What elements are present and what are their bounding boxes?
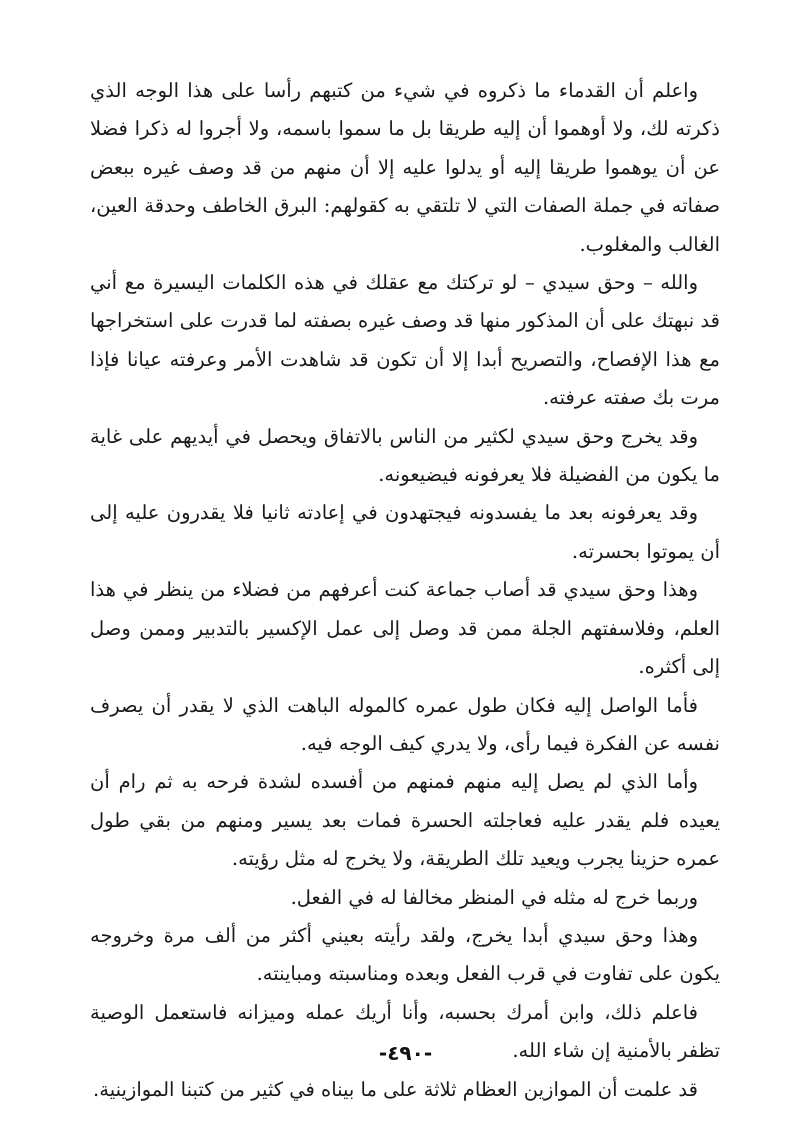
paragraph-2: والله – وحق سيدي – لو تركتك مع عقلك في هذه الكلمات اليسيرة مع أني قد نبهتك على أن المذكور منها قد وصف غيره بصفته لما قدرت على استخراجها مع هذا الإفصاح، والتصريح أبدا إلا أن تكون قد شاهدت الأمر وعرفته عيانا فإذا مرت بك صفته عرفته. bbox=[90, 271, 720, 410]
paragraph-11: قد علمت أن الموازين العظام ثلاثة على ما بيناه في كثير من كتبنا الموازينية. bbox=[93, 1077, 698, 1101]
paragraph-3: وقد يخرج وحق سيدي لكثير من الناس بالاتفاق ويحصل في أيديهم على غاية ما يكون من الفضيلة فلا يعرفونه فيضيعونه. bbox=[90, 424, 720, 487]
paragraph-6: فأما الواصل إليه فكان طول عمره كالموله الباهت الذي لا يقدر أن يصرف نفسه عن الفكرة فيما رأى، ولا يدري كيف الوجه فيه. bbox=[90, 693, 720, 755]
paragraph-5: وهذا وحق سيدي قد أصاب جماعة كنت أعرفهم من فضلاء من ينظر في هذا العلم، وفلاسفتهم الجلة ممن قد وصل إلى عمل الإكسير بالتدبير وممن وصل إلى أكثره. bbox=[90, 578, 720, 679]
paragraph-4: وقد يعرفونه بعد ما يفسدونه فيجتهدون في إعادته ثانيا فلا يقدرون عليه إلى أن يموتوا بحسرته. bbox=[90, 501, 720, 563]
paragraph-1: واعلم أن القدماء ما ذكروه في شيء من كتبهم رأسا على هذا الوجه الذي ذكرته لك، ولا أوهموا أن إليه طريقا بل ما سموا باسمه، ولا أجروا له ذكرا فضلا عن أن يوهموا طريقا إليه أو يدلوا عليه إلا أن منهم من قد وصف غيره ببعض صفاته في جملة الصفات التي لا تلتقي به كقولهم: البرق الخاطف وحدقة العين، الغالب والمغلوب. bbox=[90, 79, 720, 256]
document-body bbox=[90, 72, 720, 1109]
paragraph-9: وهذا وحق سيدي أبدا يخرج، ولقد رأيته بعيني أكثر من ألف مرة وخروجه يكون على تفاوت في قرب الفعل وبعده ومناسبته ومباينته. bbox=[90, 923, 720, 986]
paragraph-8: وربما خرج له مثله في المنظر مخالفا له في الفعل. bbox=[290, 885, 698, 909]
paragraph-7: وأما الذي لم يصل إليه منهم فمنهم من أفسده لشدة فرحه به ثم رام أن يعيده فلم يقدر عليه فعاجلته الحسرة فمات بعد يسير ومنهم من بقي طول عمره حزينا يجرب ويعيد تلك الطريقة، ولا يخرج له مثل رؤيته. bbox=[90, 770, 720, 871]
page-number: -٤٩٠- bbox=[378, 1041, 433, 1065]
paragraph-10: فاعلم ذلك، وابن أمرك بحسبه، وأنا أريك عمله وميزانه فاستعمل الوصية تظفر بالأمنية إن شاء الله. bbox=[90, 1000, 720, 1063]
